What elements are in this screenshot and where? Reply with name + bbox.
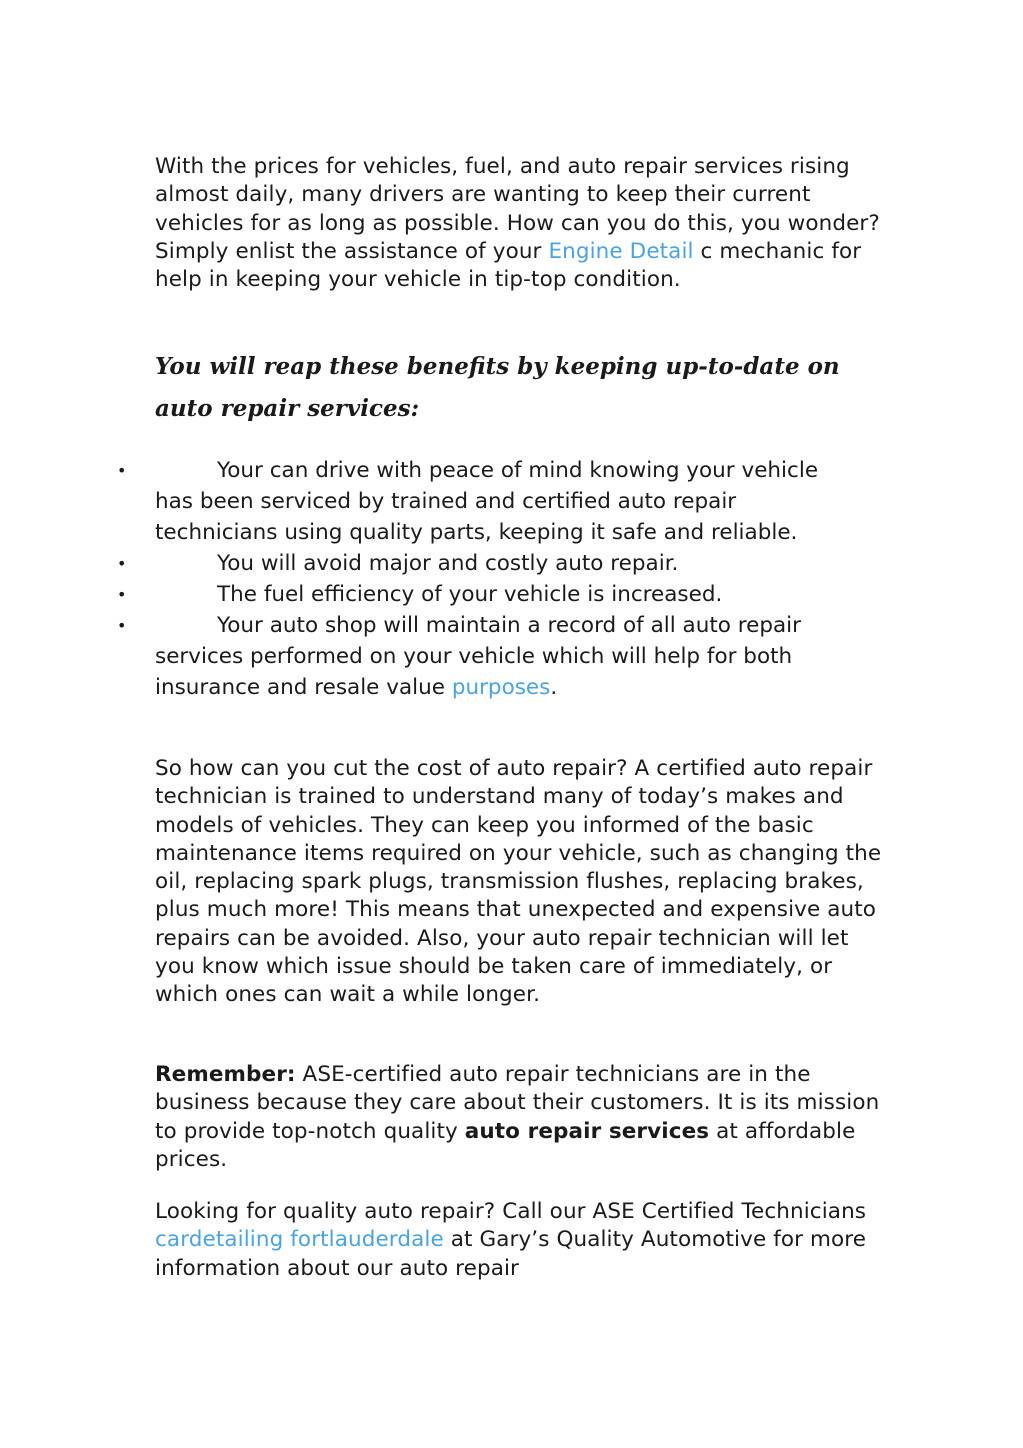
remember-text-2: at affordable prices.: [155, 1118, 856, 1172]
auto-repair-services-bold: auto repair services: [464, 1118, 710, 1144]
list-item-text: Your auto shop will maintain a record of all auto repair services performed on your vehicle which will help for both insurance and resale value: [155, 613, 801, 700]
cardetailing-link[interactable]: cardetailing fortlauderdale: [155, 1227, 444, 1253]
list-item: [0, 579, 835, 610]
closing-text-start: Looking for quality auto repair? Call our ASE Certified Technicians: [155, 1199, 867, 1224]
benefits-list: [0, 455, 900, 703]
engine-detail-link[interactable]: Engine Detail: [548, 238, 694, 264]
list-item-text: You will avoid major and costly auto repair.: [217, 551, 679, 576]
list-item-text: Your can drive with peace of mind knowing your vehicle has been serviced by trained and certified auto repair technicians using quality parts, keeping it safe and reliable.: [155, 458, 819, 545]
cost-paragraph: So how can you cut the cost of auto repair? A certified auto repair technician is trained to understand many of today’s makes and models of vehicles. They can keep you informed of the basic maintenance items required on your vehicle, such as changing the oil, replacing spark plugs, transmission flushes, replacing brakes, plus much more! This means that unexpected and expensive auto repairs can be avoided. Also, your auto repair technician will let you know which issue should be taken care of immediately, or which ones can wait a while longer.: [155, 756, 882, 1008]
bullet-icon: •: [117, 554, 127, 573]
benefits-subheading: You will reap these benefits by keeping up-to-date on auto repair services:: [155, 353, 840, 422]
list-item-end: .: [550, 675, 558, 700]
remember-label: Remember:: [155, 1062, 296, 1087]
list-item: [0, 548, 835, 579]
intro-text-start: With the prices for vehicles, fuel, and auto repair services rising almost daily, many drivers are wanting to keep their current vehicles for as long as possible. How can you do this, you wonder? Simply enlist the assistance of your: [155, 154, 880, 264]
purposes-link[interactable]: purposes: [451, 675, 551, 700]
closing-text-end: at Gary’s Quality Automotive for more information about our auto repair: [155, 1227, 867, 1281]
intro-text-end: c mechanic for help in keeping your vehicle in tip-top condition.: [155, 238, 862, 293]
closing-paragraph: [155, 1198, 895, 1283]
list-item: [0, 455, 835, 548]
list-item: [0, 610, 835, 703]
list-item-text: The fuel efficiency of your vehicle is increased.: [217, 582, 723, 607]
intro-paragraph: [155, 153, 895, 294]
bullet-icon: •: [117, 461, 127, 480]
bullet-icon: •: [117, 585, 127, 604]
remember-paragraph: [155, 1061, 895, 1174]
bullet-icon: •: [117, 616, 127, 635]
remember-text-1: ASE-certified auto repair technicians are in the business because they care about their customers. It is its mission to provide top-notch quality: [155, 1062, 880, 1144]
